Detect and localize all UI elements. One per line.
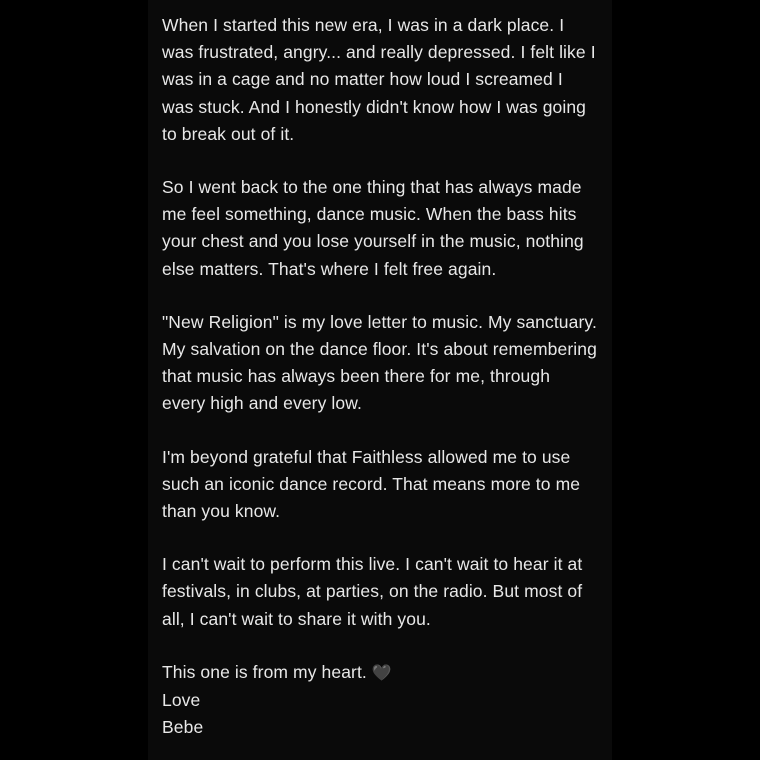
note-card — [148, 0, 612, 760]
note-text-body — [162, 12, 602, 741]
note-paragraph-4: I'm beyond grateful that Faithless allowed me to use such an iconic dance record. That means more to me than you know. — [162, 446, 586, 522]
note-paragraph-2: So I went back to the one thing that has always made me feel something, dance music. When the bass hits your chest and you lose yourself in the music, nothing else matters. That's where I felt free again. — [162, 177, 589, 279]
closing-text: This one is from my heart. — [162, 661, 367, 682]
note-closing-block — [162, 659, 598, 742]
closing-line-name: Bebe — [162, 717, 204, 738]
note-paragraph-1: When I started this new era, I was in a dark place. I was frustrated, angry... and really depressed. I felt like I was in a cage and no matter how loud I screamed I was stuck. And I honestly didn't know how I was going to break out of it. — [162, 15, 601, 144]
closing-line-love: Love — [162, 690, 201, 711]
note-paragraph-3: "New Religion" is my love letter to music. My sanctuary. My salvation on the dance floor. It's about remembering that music has always been there for me, through every high and every low. — [162, 311, 602, 414]
closing-line-heart — [162, 659, 598, 687]
black-heart-icon: 🖤 — [371, 664, 392, 682]
note-paragraph-5: I can't wait to perform this live. I can't wait to hear it at festivals, in clubs, at parties, on the radio. But most of all, I can't wait to share it with you. — [162, 554, 588, 629]
